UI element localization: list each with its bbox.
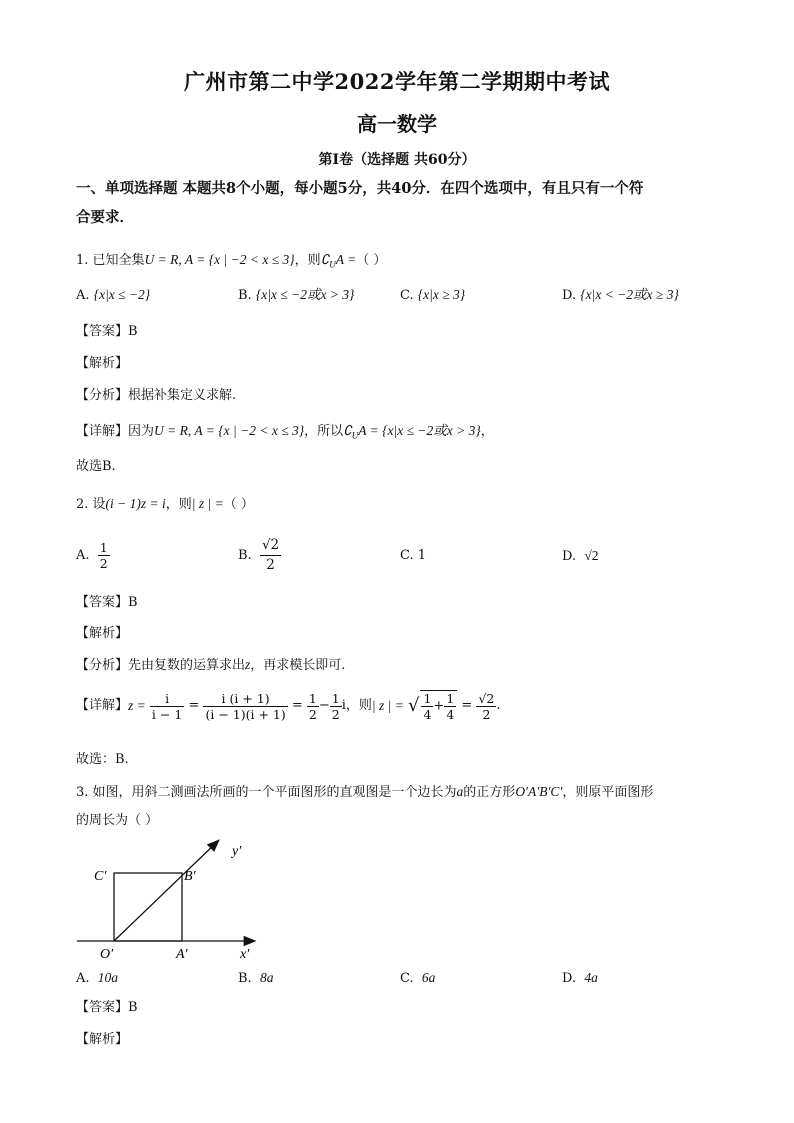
q1-option-c: C. {x|x ≥ 3}: [400, 287, 466, 303]
q2-option-b: B. $\frac{√2}{2}$: [238, 537, 280, 573]
q1-stem-math3: A =: [335, 252, 357, 267]
q2-conclusion: 故选：B.: [76, 752, 129, 767]
q3-option-a: A. 10a: [76, 970, 119, 986]
q1-fenxi: 【分析】根据补集定义求解.: [76, 388, 237, 403]
volume-title: 第Ⅰ卷（选择题 共60分）: [318, 152, 476, 168]
q3-oblique-diagram: [72, 838, 272, 966]
label-x: x′: [240, 947, 250, 962]
q1-complement-sub: U: [329, 259, 336, 270]
q3-option-c: C. 6a: [400, 970, 436, 986]
label-a: A′: [176, 947, 188, 962]
label-c: C′: [94, 869, 107, 884]
q3-option-d: D. 4a: [562, 970, 598, 986]
q3-analysis-label: 【解析】: [76, 1032, 129, 1047]
q3-stem-line1: 3. 如图，用斜二测画法所画的一个平面图形的直观图是一个边长为a的正方形O′A′B′C′，则原平面图形: [76, 784, 654, 800]
q2-analysis-label: 【解析】: [76, 626, 129, 641]
exam-title: 广州市第二中学2022学年第二学期期中考试: [184, 69, 610, 94]
label-y: y′: [232, 844, 242, 859]
q2-answer: 【答案】B: [76, 595, 138, 610]
q1-detail: 【详解】因为U = R, A = {x | −2 < x ≤ 3}，所以$∁_UA = \{x|x \le -2$或x > 3}，: [76, 423, 494, 441]
q1-option-a: A. {x|x ≤ −2}: [76, 287, 151, 303]
q1-complement-symbol: ∁: [320, 252, 330, 267]
q3-stem-line2: 的周长为（ ）: [76, 813, 159, 828]
section-heading-line2: 合要求．: [76, 209, 134, 226]
q1-stem-math: U = R, A = {x | −2 < x ≤ 3}: [144, 252, 295, 267]
q2-stem: 2. 设(i − 1)z = i，则| z | =（ ）: [76, 496, 254, 512]
q1-analysis-label: 【解析】: [76, 356, 129, 371]
label-o: O′: [100, 947, 114, 962]
q1-paren: （ ）: [356, 253, 387, 268]
q1-answer: 【答案】B: [76, 324, 138, 339]
label-b: B′: [184, 869, 196, 884]
q2-detail: 【详解】z = $\frac{i}{i - 1}$ = $\frac{i (i + 1)}{(i - 1)(i + 1)}$ = $\frac{1}{2}$ − $\frac{1}{2}$ i，则| z | = √ $\frac{1}{4}$ + $\frac{1}{4}$ = $\frac{√2}{2}$ .: [76, 690, 501, 722]
q1-number: 1. 已知全集: [76, 253, 145, 268]
q1-stem: [76, 250, 386, 275]
q1-option-b: B. {x|x ≤ −2或x > 3}: [238, 287, 355, 303]
q3-option-b: B. 8a: [238, 970, 274, 986]
q2-option-c: C. 1: [400, 548, 427, 563]
section-heading-line1: 一、单项选择题 本题共8个小题，每小题5分，共40分．在四个选项中，有且只有一个符: [76, 180, 644, 197]
q3-answer: 【答案】B: [76, 1000, 138, 1015]
q1-option-d: D. {x|x < −2或x ≥ 3}: [562, 287, 679, 303]
q2-fenxi: 【分析】先由复数的运算求出z，再求模长即可.: [76, 657, 346, 673]
y-axis: [114, 841, 218, 941]
q2-option-a: A. $\frac{1}{2}$: [76, 540, 108, 571]
q2-option-d: D. √2: [562, 548, 599, 564]
q1-conclusion: 故选B.: [76, 459, 116, 474]
q1-stem-mid: ，则: [294, 253, 321, 268]
subject-title: 高一数学: [357, 112, 437, 136]
